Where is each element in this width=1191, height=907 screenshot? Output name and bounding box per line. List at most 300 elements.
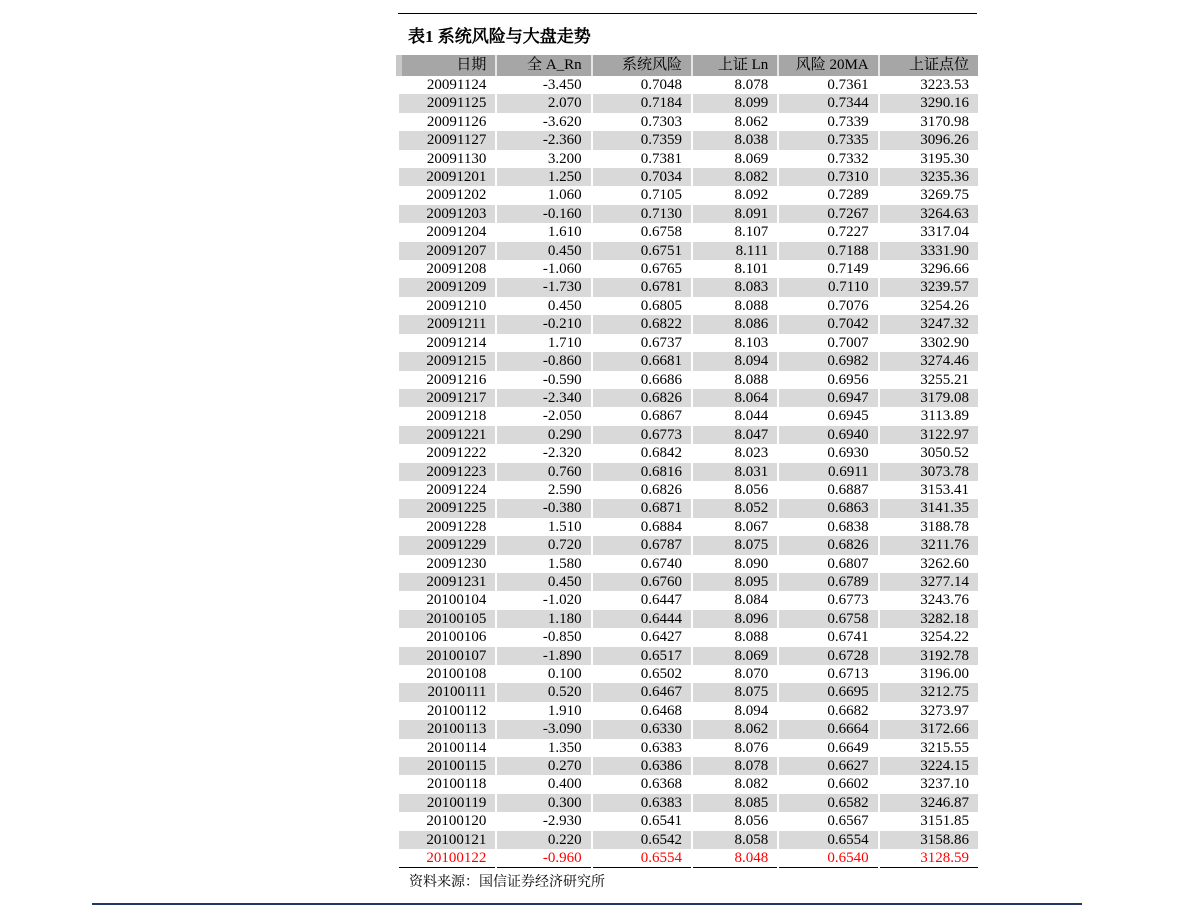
cell-rn: -0.210 [496, 315, 591, 333]
cell-rn: 0.400 [547, 776, 582, 793]
cell-system-risk: 0.6822 [592, 315, 692, 333]
cell-sh-index: 3269.75 [920, 187, 969, 204]
cell-date: 20100119 [399, 794, 496, 812]
cell-system-risk: 0.6781 [592, 278, 692, 296]
table-title: 表1 系统风险与大盘走势 [408, 27, 591, 46]
cell-date: 20091216 [426, 371, 487, 388]
cell-sh-ln: 8.090 [734, 555, 769, 572]
table-row [399, 702, 978, 720]
cell-sh-index: 3247.32 [879, 315, 978, 333]
cell-rn: 0.100 [547, 666, 582, 682]
cell-sh-ln: 8.047 [692, 426, 778, 444]
cell-date: 20091228 [426, 518, 487, 535]
cell-system-risk: 0.6467 [592, 683, 692, 701]
cell-risk-20ma: 0.6789 [778, 573, 878, 591]
cell-system-risk: 0.7034 [592, 168, 692, 186]
cell-sh-ln: 8.088 [734, 371, 769, 388]
cell-sh-index: 3170.98 [920, 113, 969, 130]
cell-rn: 0.760 [496, 463, 591, 481]
cell-sh-ln: 8.103 [734, 334, 769, 351]
cell-rn: -1.060 [542, 261, 582, 278]
table-row [399, 242, 978, 260]
cell-risk-20ma: 0.6713 [827, 666, 869, 682]
cell-sh-index: 3255.21 [920, 371, 969, 388]
cell-sh-index: 3122.97 [879, 426, 978, 444]
cell-rn: -1.890 [496, 647, 591, 665]
cell-sh-ln: 8.062 [692, 720, 778, 738]
cell-rn: -0.850 [542, 629, 582, 646]
cell-sh-ln: 8.086 [692, 315, 778, 333]
table-row [399, 775, 978, 793]
cell-date: 20091217 [399, 389, 496, 407]
cell-date: 20091204 [426, 224, 487, 241]
cell-date: 20100107 [399, 647, 496, 665]
cell-date: 20100105 [399, 610, 496, 628]
cell-sh-index: 3128.59 [879, 849, 978, 868]
cell-risk-20ma: 0.6649 [827, 739, 869, 756]
cell-system-risk: 0.6884 [640, 518, 682, 535]
cell-sh-ln: 8.088 [734, 297, 769, 314]
cell-rn: -3.090 [496, 720, 591, 738]
cell-date: 20091229 [399, 536, 496, 554]
cell-sh-ln: 8.082 [692, 168, 778, 186]
table-row [399, 278, 978, 296]
cell-date: 20100106 [426, 629, 487, 646]
cell-sh-index: 3215.55 [920, 739, 969, 756]
table-row [399, 573, 978, 591]
cell-rn: -2.340 [496, 389, 591, 407]
cell-risk-20ma: 0.7289 [827, 187, 869, 204]
table-row [399, 168, 978, 186]
cell-risk-20ma: 0.6554 [778, 831, 878, 849]
cell-sh-ln: 8.038 [692, 131, 778, 149]
col-header-rn: 全 A_Rn [496, 55, 591, 76]
cell-sh-index: 3195.30 [920, 150, 969, 167]
cell-date: 20100121 [399, 831, 496, 849]
cell-date: 20100120 [426, 813, 487, 830]
col-header-risk-20ma: 风险 20MA [778, 55, 878, 76]
cell-rn: 2.590 [547, 481, 582, 498]
table-row [399, 223, 978, 241]
table-row [399, 315, 978, 333]
cell-risk-20ma: 0.6695 [778, 683, 878, 701]
cell-date: 20100114 [426, 739, 487, 756]
cell-sh-ln: 8.107 [734, 224, 769, 241]
cell-system-risk: 0.6686 [640, 371, 682, 388]
cell-sh-index: 3254.26 [920, 297, 969, 314]
cell-sh-ln: 8.076 [734, 739, 769, 756]
cell-sh-ln: 8.069 [734, 150, 769, 167]
cell-risk-20ma: 0.6728 [778, 647, 878, 665]
cell-risk-20ma: 0.6682 [827, 702, 869, 719]
cell-date: 20091202 [426, 187, 487, 204]
cell-rn: 1.610 [547, 224, 582, 241]
cell-sh-ln: 8.084 [734, 592, 769, 609]
cell-sh-index: 3331.90 [879, 242, 978, 260]
cell-system-risk: 0.6740 [640, 555, 682, 572]
cell-rn: 0.270 [496, 757, 591, 775]
table-row [399, 297, 978, 315]
cell-date: 20100122 [399, 849, 496, 868]
cell-sh-ln: 8.078 [734, 77, 769, 93]
cell-date: 20091130 [426, 150, 487, 167]
table-row [399, 76, 978, 94]
cell-sh-ln: 8.099 [692, 94, 778, 112]
cell-risk-20ma: 0.7310 [778, 168, 878, 186]
cell-system-risk: 0.6871 [592, 499, 692, 517]
cell-system-risk: 0.6330 [592, 720, 692, 738]
cell-date: 20100108 [426, 666, 487, 682]
cell-risk-20ma: 0.6773 [827, 592, 869, 609]
cell-system-risk: 0.7048 [640, 77, 682, 93]
cell-date: 20091215 [399, 352, 496, 370]
table-row [399, 463, 978, 481]
cell-date: 20091210 [426, 297, 487, 314]
cell-sh-index: 3224.15 [879, 757, 978, 775]
cell-rn: -1.730 [496, 278, 591, 296]
cell-rn: 1.710 [547, 334, 582, 351]
table-row [399, 720, 978, 738]
cell-sh-index: 3151.85 [920, 813, 969, 830]
cell-sh-index: 3282.18 [879, 610, 978, 628]
cell-sh-index: 3262.60 [920, 555, 969, 572]
table-row [399, 371, 978, 389]
cell-sh-ln: 8.044 [734, 408, 769, 425]
cell-sh-ln: 8.088 [734, 629, 769, 646]
cell-risk-20ma: 0.7227 [827, 224, 869, 241]
cell-system-risk: 0.6760 [592, 573, 692, 591]
cell-system-risk: 0.7381 [640, 150, 682, 167]
cell-rn: -2.050 [542, 408, 582, 425]
cell-rn: 1.250 [496, 168, 591, 186]
cell-risk-20ma: 0.6826 [778, 536, 878, 554]
cell-sh-index: 3254.22 [920, 629, 969, 646]
cell-risk-20ma: 0.6582 [778, 794, 878, 812]
table-row [399, 683, 978, 701]
cell-system-risk: 0.7184 [592, 94, 692, 112]
cell-rn: -0.860 [496, 352, 591, 370]
table-row [399, 481, 978, 499]
top-rule [398, 13, 977, 14]
cell-risk-20ma: 0.6887 [827, 481, 869, 498]
table-row [399, 407, 978, 425]
cell-sh-ln: 8.075 [692, 536, 778, 554]
cell-rn: -2.320 [542, 445, 582, 462]
cell-sh-index: 3277.14 [879, 573, 978, 591]
cell-date: 20091214 [426, 334, 487, 351]
table-row [399, 739, 978, 757]
cell-date: 20091221 [399, 426, 496, 444]
cell-system-risk: 0.6842 [640, 445, 682, 462]
cell-rn: 0.450 [496, 573, 591, 591]
data-table [396, 55, 978, 868]
cell-system-risk: 0.6826 [592, 389, 692, 407]
cell-system-risk: 0.6737 [640, 334, 682, 351]
cell-risk-20ma: 0.6627 [778, 757, 878, 775]
cell-rn: 1.350 [547, 739, 582, 756]
table-row [399, 628, 978, 646]
table-row [399, 444, 978, 462]
cell-system-risk: 0.6867 [640, 408, 682, 425]
cell-sh-index: 3302.90 [920, 334, 969, 351]
cell-system-risk: 0.6468 [640, 702, 682, 719]
cell-system-risk: 0.6787 [592, 536, 692, 554]
cell-risk-20ma: 0.7335 [778, 131, 878, 149]
cell-system-risk: 0.6816 [592, 463, 692, 481]
table-row [399, 94, 978, 112]
cell-date: 20091203 [399, 205, 496, 223]
cell-rn: 0.450 [547, 297, 582, 314]
cell-risk-20ma: 0.6758 [778, 610, 878, 628]
cell-sh-ln: 8.091 [692, 205, 778, 223]
cell-risk-20ma: 0.6956 [827, 371, 869, 388]
table-row [399, 499, 978, 517]
cell-system-risk: 0.6751 [592, 242, 692, 260]
cell-date: 20091225 [399, 499, 496, 517]
cell-rn: 0.520 [496, 683, 591, 701]
cell-system-risk: 0.6368 [640, 776, 682, 793]
bottom-rule [92, 903, 1082, 905]
cell-risk-20ma: 0.6940 [778, 426, 878, 444]
cell-rn: -0.590 [542, 371, 582, 388]
cell-sh-index: 3235.36 [879, 168, 978, 186]
cell-system-risk: 0.7105 [640, 187, 682, 204]
cell-rn: 0.290 [496, 426, 591, 444]
cell-rn: 1.910 [547, 702, 582, 719]
cell-risk-20ma: 0.7042 [778, 315, 878, 333]
cell-risk-20ma: 0.7110 [778, 278, 878, 296]
cell-rn: -3.620 [542, 113, 582, 130]
table-row [399, 150, 978, 168]
table-row [399, 518, 978, 536]
cell-sh-ln: 8.096 [692, 610, 778, 628]
cell-sh-index: 3073.78 [879, 463, 978, 481]
cell-sh-ln: 8.067 [734, 518, 769, 535]
cell-rn: 1.510 [547, 518, 582, 535]
cell-system-risk: 0.6502 [640, 666, 682, 682]
cell-system-risk: 0.6517 [592, 647, 692, 665]
cell-sh-ln: 8.082 [734, 776, 769, 793]
cell-risk-20ma: 0.6807 [827, 555, 869, 572]
table-row [399, 757, 978, 775]
cell-system-risk: 0.6444 [592, 610, 692, 628]
cell-system-risk: 0.6542 [592, 831, 692, 849]
cell-system-risk: 0.7303 [640, 113, 682, 130]
cell-risk-20ma: 0.6567 [827, 813, 869, 830]
table-row [399, 794, 978, 812]
cell-sh-index: 3264.63 [879, 205, 978, 223]
cell-date: 20091231 [399, 573, 496, 591]
table-row [399, 352, 978, 370]
cell-sh-index: 3050.52 [920, 445, 969, 462]
cell-sh-index: 3274.46 [879, 352, 978, 370]
table-row [399, 334, 978, 352]
cell-date: 20091126 [426, 113, 487, 130]
cell-date: 20100115 [399, 757, 496, 775]
cell-date: 20091124 [426, 77, 487, 93]
source-note: 资料来源：国信证券经济研究所 [409, 875, 605, 890]
cell-sh-ln: 8.094 [734, 702, 769, 719]
cell-sh-index: 3211.76 [879, 536, 978, 554]
cell-rn: 1.060 [547, 187, 582, 204]
cell-sh-index: 3317.04 [920, 224, 969, 241]
cell-sh-ln: 8.095 [692, 573, 778, 591]
cell-sh-index: 3158.86 [879, 831, 978, 849]
table-header-row [399, 55, 978, 76]
cell-sh-ln: 8.092 [734, 187, 769, 204]
table-row [399, 131, 978, 149]
cell-date: 20091211 [399, 315, 496, 333]
cell-rn: 2.070 [496, 94, 591, 112]
cell-rn: 3.200 [547, 150, 582, 167]
cell-date: 20091127 [399, 131, 496, 149]
table-row [399, 812, 978, 830]
table-row [399, 426, 978, 444]
cell-risk-20ma: 0.7339 [827, 113, 869, 130]
cell-risk-20ma: 0.7344 [778, 94, 878, 112]
table-row [399, 555, 978, 573]
cell-date: 20100111 [399, 683, 496, 701]
cell-sh-index: 3223.53 [920, 77, 969, 93]
cell-sh-ln: 8.031 [692, 463, 778, 481]
cell-sh-index: 3246.87 [879, 794, 978, 812]
cell-sh-index: 3188.78 [920, 518, 969, 535]
cell-system-risk: 0.6383 [592, 794, 692, 812]
cell-sh-index: 3179.08 [879, 389, 978, 407]
cell-rn: -1.020 [542, 592, 582, 609]
cell-system-risk: 0.7130 [592, 205, 692, 223]
cell-risk-20ma: 0.6664 [778, 720, 878, 738]
cell-sh-index: 3273.97 [920, 702, 969, 719]
cell-sh-ln: 8.111 [692, 242, 778, 260]
cell-sh-ln: 8.052 [692, 499, 778, 517]
cell-rn: -0.380 [496, 499, 591, 517]
cell-sh-ln: 8.085 [692, 794, 778, 812]
cell-date: 20091224 [426, 481, 487, 498]
table-row [399, 536, 978, 554]
cell-system-risk: 0.7359 [592, 131, 692, 149]
col-header-sh-ln: 上证 Ln [692, 55, 778, 76]
cell-system-risk: 0.6383 [640, 739, 682, 756]
cell-date: 20091209 [399, 278, 496, 296]
cell-date: 20091218 [426, 408, 487, 425]
cell-sh-index: 3243.76 [920, 592, 969, 609]
cell-rn: -0.960 [496, 849, 591, 868]
cell-risk-20ma: 0.6945 [827, 408, 869, 425]
cell-risk-20ma: 0.7076 [827, 297, 869, 314]
cell-risk-20ma: 0.6947 [778, 389, 878, 407]
cell-system-risk: 0.6681 [592, 352, 692, 370]
cell-date: 20091223 [399, 463, 496, 481]
cell-sh-ln: 8.056 [734, 481, 769, 498]
cell-sh-index: 3237.10 [920, 776, 969, 793]
cell-risk-20ma: 0.7188 [778, 242, 878, 260]
cell-risk-20ma: 0.6741 [827, 629, 869, 646]
cell-risk-20ma: 0.6838 [827, 518, 869, 535]
cell-system-risk: 0.6826 [640, 481, 682, 498]
table-row [399, 389, 978, 407]
cell-sh-ln: 8.062 [734, 113, 769, 130]
cell-rn: -3.450 [542, 77, 582, 93]
cell-sh-index: 3172.66 [879, 720, 978, 738]
cell-date: 20091125 [399, 94, 496, 112]
cell-rn: 0.450 [496, 242, 591, 260]
table-row [399, 849, 978, 868]
table-row [399, 205, 978, 223]
cell-risk-20ma: 0.6602 [827, 776, 869, 793]
cell-sh-index: 3113.89 [920, 408, 969, 425]
cell-date: 20100104 [426, 592, 487, 609]
cell-sh-ln: 8.101 [734, 261, 769, 278]
cell-rn: -2.360 [496, 131, 591, 149]
cell-date: 20091222 [426, 445, 487, 462]
cell-rn: 0.220 [496, 831, 591, 849]
cell-date: 20100113 [399, 720, 496, 738]
cell-sh-index: 3096.26 [879, 131, 978, 149]
cell-system-risk: 0.6541 [640, 813, 682, 830]
cell-sh-index: 3239.57 [879, 278, 978, 296]
cell-system-risk: 0.6773 [592, 426, 692, 444]
cell-sh-ln: 8.069 [692, 647, 778, 665]
cell-system-risk: 0.6758 [640, 224, 682, 241]
cell-sh-index: 3192.78 [879, 647, 978, 665]
cell-rn: 0.300 [496, 794, 591, 812]
cell-sh-ln: 8.058 [692, 831, 778, 849]
cell-risk-20ma: 0.6911 [778, 463, 878, 481]
cell-date: 20091208 [426, 261, 487, 278]
cell-sh-index: 3153.41 [920, 481, 969, 498]
cell-system-risk: 0.6554 [592, 849, 692, 868]
cell-sh-index: 3290.16 [879, 94, 978, 112]
cell-sh-index: 3141.35 [879, 499, 978, 517]
cell-risk-20ma: 0.6930 [827, 445, 869, 462]
table-row [399, 647, 978, 665]
col-header-system-risk: 系统风险 [592, 55, 692, 76]
cell-system-risk: 0.6805 [640, 297, 682, 314]
col-header-sh-index: 上证点位 [879, 55, 978, 76]
cell-rn: 1.580 [547, 555, 582, 572]
cell-sh-ln: 8.078 [692, 757, 778, 775]
cell-sh-ln: 8.094 [692, 352, 778, 370]
cell-risk-20ma: 0.7361 [827, 77, 869, 93]
cell-risk-20ma: 0.6863 [778, 499, 878, 517]
cell-sh-ln: 8.075 [692, 683, 778, 701]
cell-rn: -2.930 [542, 813, 582, 830]
cell-rn: 0.720 [496, 536, 591, 554]
table-row [399, 591, 978, 609]
table-row [399, 610, 978, 628]
table-row [399, 186, 978, 204]
table-row [399, 665, 978, 683]
cell-date: 20091207 [399, 242, 496, 260]
cell-date: 20091230 [426, 555, 487, 572]
cell-risk-20ma: 0.7149 [827, 261, 869, 278]
cell-system-risk: 0.6386 [592, 757, 692, 775]
cell-risk-20ma: 0.7332 [827, 150, 869, 167]
cell-sh-ln: 8.023 [734, 445, 769, 462]
cell-risk-20ma: 0.6540 [778, 849, 878, 868]
cell-sh-ln: 8.083 [692, 278, 778, 296]
cell-rn: -0.160 [496, 205, 591, 223]
cell-sh-ln: 8.070 [734, 666, 769, 682]
cell-sh-ln: 8.048 [692, 849, 778, 868]
cell-date: 20091201 [399, 168, 496, 186]
cell-date: 20100112 [426, 702, 487, 719]
table-row [399, 260, 978, 278]
cell-sh-index: 3296.66 [920, 261, 969, 278]
cell-risk-20ma: 0.7267 [778, 205, 878, 223]
table-row [399, 831, 978, 849]
